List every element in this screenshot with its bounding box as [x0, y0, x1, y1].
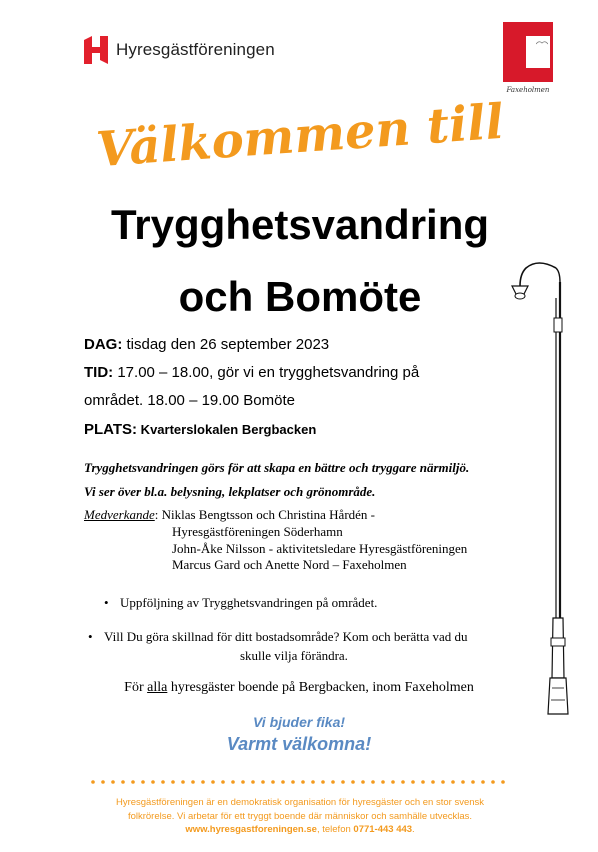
contributors-line-4: Marcus Gard och Anette Nord – Faxeholmen	[172, 557, 407, 572]
divider-dot	[191, 780, 195, 784]
divider-dot	[141, 780, 145, 784]
divider-dot	[391, 780, 395, 784]
place-label: PLATS:	[84, 421, 138, 438]
purpose-line-2: Vi ser över bl.a. belysning, lekplatser och grönområde.	[84, 484, 376, 499]
audience-underlined: alla	[147, 680, 168, 695]
audience-line	[0, 680, 598, 696]
divider-dot	[411, 780, 415, 784]
bullet-icon: •	[104, 595, 109, 610]
divider-dot	[261, 780, 265, 784]
divider-dot	[441, 780, 445, 784]
contributors-line-1	[84, 507, 375, 524]
bullet-text-1: Uppföljning av Trygghetsvandringen på området.	[120, 595, 378, 610]
bullet-text-2-cont: skulle vilja förändra.	[240, 648, 348, 663]
divider-dot	[201, 780, 205, 784]
bird-icon	[536, 40, 548, 46]
contributors-line-3: John-Åke Nilsson - aktivitetsledare Hyresgästföreningen	[172, 541, 468, 556]
purpose-line-1: Trygghetsvandringen görs för att skapa en bättre och tryggare närmiljö.	[84, 460, 470, 475]
footer-url[interactable]: www.hyresgastforeningen.se	[185, 824, 317, 835]
divider-dot	[301, 780, 305, 784]
divider-dot	[161, 780, 165, 784]
faxeholmen-logo	[500, 22, 556, 100]
divider-dot	[491, 780, 495, 784]
divider-dot	[171, 780, 175, 784]
audience-post: hyresgäster boende på Bergbacken, inom Faxeholmen	[167, 680, 474, 695]
divider-dot	[91, 780, 95, 784]
divider-dot	[101, 780, 105, 784]
divider-dot	[181, 780, 185, 784]
hgf-logo-mark-icon	[84, 36, 108, 64]
bullet-item-2	[88, 628, 468, 646]
place-value: Kvarterslokalen Bergbacken	[137, 422, 317, 437]
divider-dot	[131, 780, 135, 784]
divider-dot	[371, 780, 375, 784]
divider-dot	[451, 780, 455, 784]
divider-dot	[501, 780, 505, 784]
footer-line-3	[70, 823, 530, 837]
time-value: 17.00 – 18.00, gör vi en trygghetsvandring på	[113, 364, 420, 381]
divider-dot	[341, 780, 345, 784]
divider-dot	[281, 780, 285, 784]
divider-dot	[211, 780, 215, 784]
contributors-text-1: : Niklas Bengtsson och Christina Hårdén -	[154, 507, 375, 522]
divider-dot	[401, 780, 405, 784]
time-label: TID:	[84, 364, 114, 381]
divider-dot	[251, 780, 255, 784]
divider-dot	[421, 780, 425, 784]
footer-phone-pre: , telefon	[316, 824, 354, 835]
divider-dot	[151, 780, 155, 784]
footer-phone-post: .	[412, 824, 415, 835]
title-line-2: och Bomöte	[178, 273, 422, 320]
date-line	[84, 336, 329, 353]
welcome-heading: Välkommen till	[94, 93, 506, 179]
welcome-closing: Varmt välkomna!	[226, 734, 372, 754]
org-name: Hyresgästföreningen	[116, 40, 275, 59]
bullet-text-2: Vill Du göra skillnad för ditt bostadsområde? Kom och berätta vad du	[104, 629, 468, 644]
hyresgastforeningen-logo	[84, 36, 275, 64]
place-line	[84, 421, 316, 438]
footer-line-1: Hyresgästföreningen är en demokratisk organisation för hyresgäster och en stor svensk	[115, 797, 485, 808]
divider-dot	[431, 780, 435, 784]
time-line-2: området. 18.00 – 19.00 Bomöte	[84, 392, 295, 409]
bullet-item-1	[104, 594, 378, 612]
divider-dot	[351, 780, 355, 784]
divider-dot	[471, 780, 475, 784]
footer-line-2: folkrörelse. Vi arbetar för ett tryggt boende där människor och samhälle utvecklas.	[127, 810, 473, 822]
contributors-line-2: Hyresgästföreningen Söderhamn	[172, 524, 343, 539]
divider-dot	[121, 780, 125, 784]
divider-dot	[111, 780, 115, 784]
audience-pre: För	[124, 680, 148, 695]
date-label: DAG:	[84, 336, 123, 353]
bullet-icon: •	[88, 629, 93, 644]
divider-dot	[321, 780, 325, 784]
street-lamp-illustration	[498, 258, 578, 720]
divider-dot	[231, 780, 235, 784]
fika-invite: Vi bjuder fika!	[252, 714, 346, 730]
footer	[70, 796, 530, 837]
dotted-divider	[90, 778, 510, 786]
divider-dot	[271, 780, 275, 784]
title-line-1: Trygghetsvandring	[110, 201, 490, 248]
divider-dot	[291, 780, 295, 784]
divider-dot	[381, 780, 385, 784]
date-value: tisdag den 26 september 2023	[122, 336, 330, 353]
divider-dot	[361, 780, 365, 784]
time-line	[84, 364, 419, 381]
footer-phone: 0771-443 443	[353, 824, 413, 835]
divider-dot	[221, 780, 225, 784]
contributors-label: Medverkande	[84, 507, 155, 522]
divider-dot	[481, 780, 485, 784]
page-title	[40, 198, 560, 324]
divider-dot	[241, 780, 245, 784]
divider-dot	[461, 780, 465, 784]
faxeholmen-name: Faxeholmen	[506, 86, 550, 94]
divider-dot	[311, 780, 315, 784]
divider-dot	[331, 780, 335, 784]
